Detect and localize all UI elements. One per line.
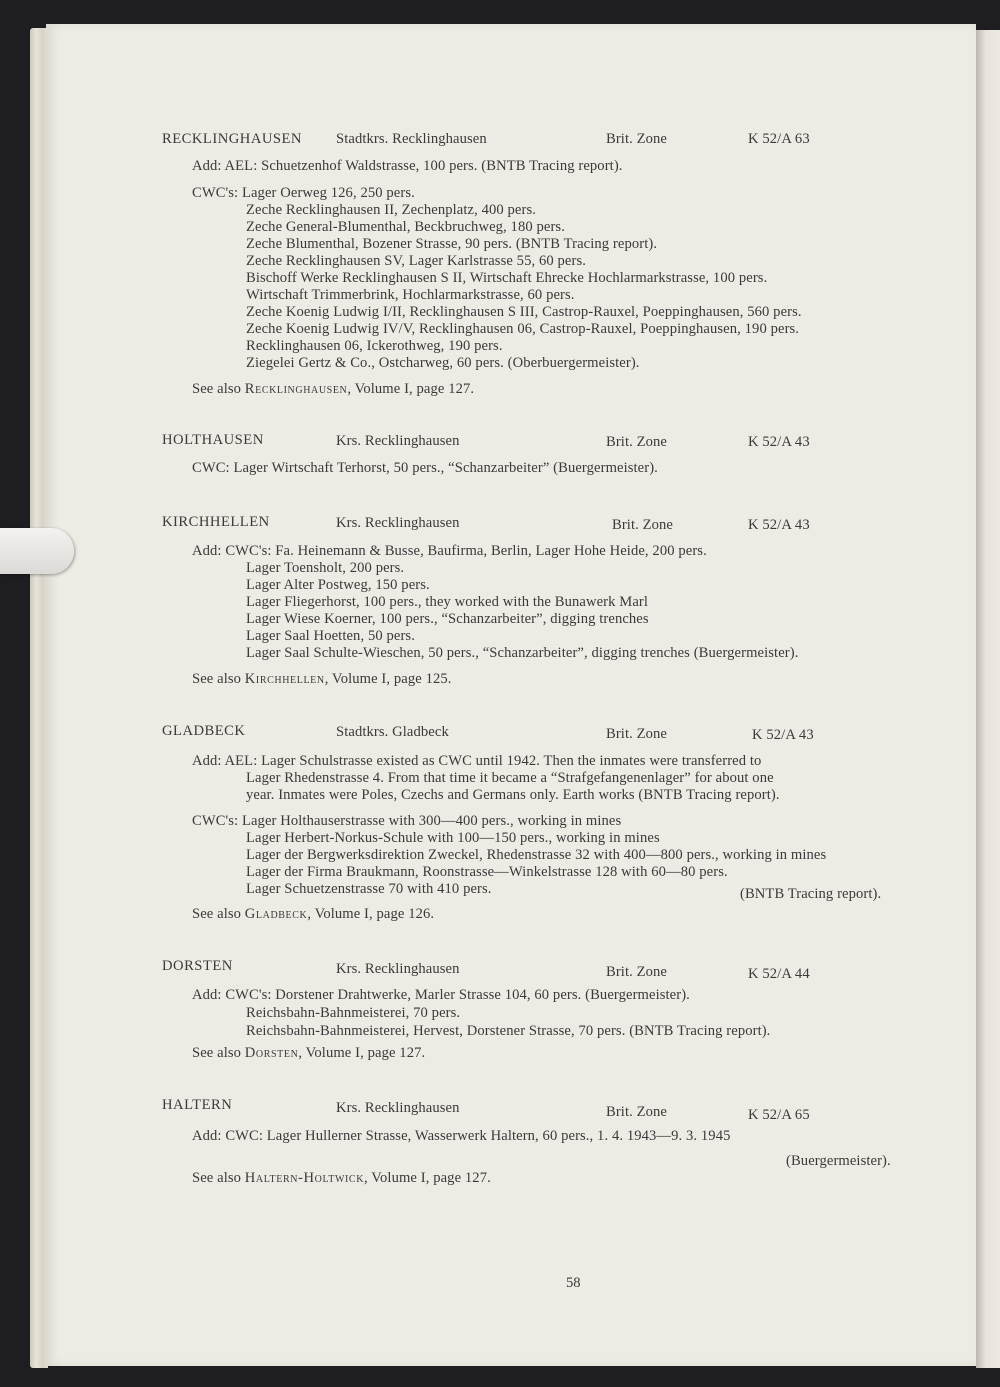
entry-line: CWC's: Lager Holthauserstrasse with 300—400 pers., working in mines (192, 813, 622, 829)
see-also-suffix: , Volume I, page 127. (347, 381, 475, 397)
entry-line: (Buergermeister). (786, 1153, 891, 1169)
zone-label: Brit. Zone (606, 726, 667, 742)
see-also-name: Gladbeck (244, 906, 308, 922)
entry-line: Ziegelei Gertz & Co., Ostcharweg, 60 pers. (Oberbuergermeister). (246, 355, 640, 371)
see-also-name: Dorsten (244, 1045, 299, 1061)
entry-line: Add: CWC's: Fa. Heinemann & Busse, Baufirma, Berlin, Lager Hohe Heide, 200 pers. (192, 543, 707, 559)
see-also (192, 1170, 491, 1187)
reference-code: K 52/A 63 (748, 131, 810, 147)
see-also-prefix: See also (192, 671, 245, 687)
see-also-prefix: See also (192, 906, 245, 922)
entry-line: Reichsbahn-Bahnmeisterei, Hervest, Dorstener Strasse, 70 pers. (BNTB Tracing report). (246, 1023, 771, 1039)
entry-line: Lager Wiese Koerner, 100 pers., “Schanzarbeiter”, digging trenches (246, 611, 649, 627)
district-name: Krs. Recklinghausen (336, 433, 460, 449)
zone-label: Brit. Zone (606, 131, 667, 147)
place-name: HALTERN (162, 1097, 233, 1113)
reference-code: K 52/A 43 (752, 727, 814, 743)
entry-line: Zeche Recklinghausen II, Zechenplatz, 400 pers. (246, 202, 536, 218)
reference-code: K 52/A 44 (748, 966, 810, 982)
entry-line: Bischoff Werke Recklinghausen S II, Wirtschaft Ehrecke Hochlarmarkstrasse, 100 pers. (246, 270, 768, 286)
entry-line: Add: AEL: Schuetzenhof Waldstrasse, 100 pers. (BNTB Tracing report). (192, 158, 623, 174)
entry-line: Add: CWC: Lager Hullerner Strasse, Wasserwerk Haltern, 60 pers., 1. 4. 1943—9. 3. 1945 (192, 1128, 731, 1144)
entry-line: CWC: Lager Wirtschaft Terhorst, 50 pers., “Schanzarbeiter” (Buergermeister). (192, 460, 658, 476)
zone-label: Brit. Zone (606, 434, 667, 450)
entry-line: Lager der Bergwerksdirektion Zweckel, Rhedenstrasse 32 with 400—800 pers., working in mines (246, 847, 827, 863)
place-name: HOLTHAUSEN (162, 432, 264, 448)
entry-line: Lager der Firma Braukmann, Roonstrasse—Winkelstrasse 128 with 60—80 pers. (246, 864, 728, 880)
entry-line: Lager Schuetzenstrasse 70 with 410 pers. (246, 881, 492, 897)
entry-line: Lager Saal Hoetten, 50 pers. (246, 628, 415, 644)
reference-code: K 52/A 43 (748, 517, 810, 533)
see-also-prefix: See also (192, 1045, 245, 1061)
entry-line: Add: AEL: Lager Schulstrasse existed as CWC until 1942. Then the inmates were transferred to (192, 753, 762, 769)
reference-code: K 52/A 65 (748, 1107, 810, 1123)
entry-line: Lager Toensholt, 200 pers. (246, 560, 405, 576)
entry-line: Add: CWC's: Dorstener Drahtwerke, Marler Strasse 104, 60 pers. (Buergermeister). (192, 987, 690, 1003)
see-also-name: Kirchhellen (244, 671, 325, 687)
entry-line: year. Inmates were Poles, Czechs and Germans only. Earth works (BNTB Tracing report). (246, 787, 780, 803)
entry-line: CWC's: Lager Oerweg 126, 250 pers. (192, 185, 415, 201)
see-also-suffix: , Volume I, page 127. (298, 1045, 426, 1061)
district-name: Stadtkrs. Recklinghausen (336, 131, 487, 147)
district-name: Krs. Recklinghausen (336, 1100, 460, 1116)
district-name: Krs. Recklinghausen (336, 515, 460, 531)
district-name: Krs. Recklinghausen (336, 961, 460, 977)
page-number: 58 (566, 1275, 581, 1291)
entry-line: (BNTB Tracing report). (740, 886, 882, 902)
entry-line: Lager Herbert-Norkus-Schule with 100—150 pers., working in mines (246, 830, 660, 846)
book-page (46, 24, 976, 1366)
page-tab-marker (0, 528, 74, 574)
see-also-prefix: See also (192, 1170, 245, 1186)
zone-label: Brit. Zone (612, 517, 673, 533)
zone-label: Brit. Zone (606, 964, 667, 980)
entry-line: Zeche Blumenthal, Bozener Strasse, 90 pers. (BNTB Tracing report). (246, 236, 658, 252)
place-name: GLADBECK (162, 723, 246, 739)
see-also-name: Haltern-Holtwick (244, 1170, 365, 1186)
see-also-name: Recklinghausen (244, 381, 348, 397)
next-page-edge (976, 30, 1000, 1368)
place-name: RECKLINGHAUSEN (162, 131, 302, 147)
entry-line: Zeche Recklinghausen SV, Lager Karlstrasse 55, 60 pers. (246, 253, 586, 269)
see-also (192, 671, 452, 688)
reference-code: K 52/A 43 (748, 434, 810, 450)
see-also-suffix: , Volume I, page 125. (324, 671, 452, 687)
entry-line: Reichsbahn-Bahnmeisterei, 70 pers. (246, 1005, 461, 1021)
entry-line: Lager Rhedenstrasse 4. From that time it became a “Strafgefangenenlager” for about one (246, 770, 774, 786)
entry-line: Zeche Koenig Ludwig IV/V, Recklinghausen 06, Castrop-Rauxel, Poeppinghausen, 190 pers. (246, 321, 800, 337)
see-also-suffix: , Volume I, page 126. (307, 906, 435, 922)
district-name: Stadtkrs. Gladbeck (336, 724, 449, 740)
entry-line: Lager Saal Schulte-Wieschen, 50 pers., “Schanzarbeiter”, digging trenches (Buergermeister). (246, 645, 799, 661)
entry-line: Zeche Koenig Ludwig I/II, Recklinghausen S III, Castrop-Rauxel, Poeppinghausen, 560 pers. (246, 304, 802, 320)
entry-line: Lager Alter Postweg, 150 pers. (246, 577, 430, 593)
zone-label: Brit. Zone (606, 1104, 667, 1120)
see-also-suffix: , Volume I, page 127. (364, 1170, 491, 1186)
entry-line: Recklinghausen 06, Ickerothweg, 190 pers. (246, 338, 503, 354)
entry-line: Lager Fliegerhorst, 100 pers., they worked with the Bunawerk Marl (246, 594, 649, 610)
place-name: DORSTEN (162, 958, 233, 974)
see-also (192, 906, 434, 923)
entry-line: Zeche General-Blumenthal, Beckbruchweg, 180 pers. (246, 219, 565, 235)
see-also-prefix: See also (192, 381, 245, 397)
see-also (192, 381, 474, 398)
entry-line: Wirtschaft Trimmerbrink, Hochlarmarkstrasse, 60 pers. (246, 287, 575, 303)
place-name: KIRCHHELLEN (162, 514, 270, 530)
see-also (192, 1045, 425, 1062)
